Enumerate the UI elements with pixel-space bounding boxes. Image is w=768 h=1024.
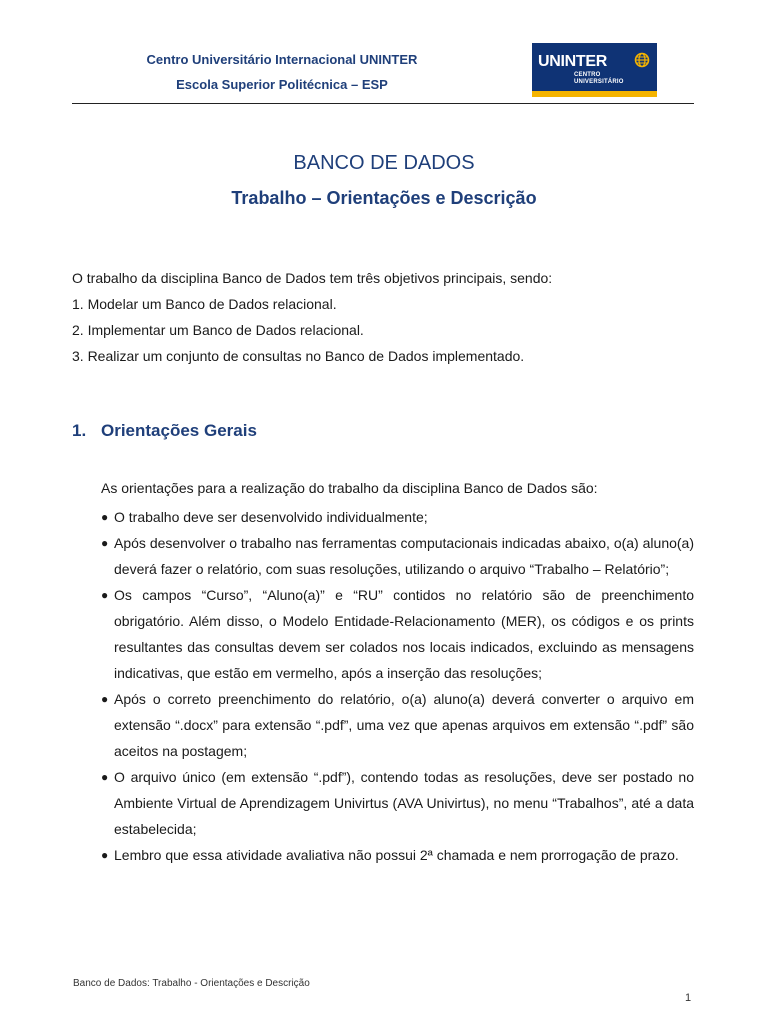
objective-item: 1. Modelar um Banco de Dados relacional. xyxy=(72,296,337,312)
bullet-icon: ● xyxy=(101,848,109,862)
section-number: 1. xyxy=(72,421,87,440)
logo-stripe xyxy=(532,91,657,97)
objective-item: 2. Implementar um Banco de Dados relacional. xyxy=(72,322,364,338)
bullet-icon: ● xyxy=(101,692,109,706)
section-title: Orientações Gerais xyxy=(101,421,257,440)
section-heading xyxy=(72,421,694,441)
list-item: ● Após desenvolver o trabalho nas ferramentas computacionais indicadas abaixo, o(a) aluno(a) deverá fazer o relatório, com suas resoluções, utilizando o arquivo “Trabalho – Relatório”; xyxy=(101,530,694,582)
logo-subtitle: CENTRO UNIVERSITÁRIO xyxy=(574,72,624,85)
bullet-icon: ● xyxy=(101,510,109,524)
page-header xyxy=(72,40,694,104)
header-divider xyxy=(72,103,694,104)
intro-block xyxy=(72,268,694,372)
section-lead: As orientações para a realização do trabalho da disciplina Banco de Dados são: xyxy=(101,480,598,496)
bullet-icon: ● xyxy=(101,588,109,602)
list-item: ● Os campos “Curso”, “Aluno(a)” e “RU” contidos no relatório são de preenchimento obrigatório. Além disso, o Modelo Entidade-Relacionamento (MER), os códigos e os prints resultantes das consultas devem ser colados nos locais indicados, excluindo as mensagens indicativas, que estão em vermelho, após a inserção das resoluções; xyxy=(101,582,694,686)
logo-wordmark: UNINTER xyxy=(538,53,608,70)
list-item: ● O arquivo único (em extensão “.pdf”), contendo todas as resoluções, deve ser postado no Ambiente Virtual de Aprendizagem Univirtus (AVA Univirtus), no menu “Trabalhos”, até a data estabelecida; xyxy=(101,764,694,842)
intro-lead: O trabalho da disciplina Banco de Dados tem três objetivos principais, sendo: xyxy=(72,270,553,286)
bullet-icon: ● xyxy=(101,770,109,784)
list-item: ● O trabalho deve ser desenvolvido individualmente; xyxy=(101,504,694,530)
document-title: BANCO DE DADOS xyxy=(293,152,475,174)
page-number: 1 xyxy=(685,992,692,1004)
objective-item: 3. Realizar um conjunto de consultas no Banco de Dados implementado. xyxy=(72,348,525,364)
list-item: ● Após o correto preenchimento do relatório, o(a) aluno(a) deverá converter o arquivo em extensão “.docx” para extensão “.pdf”, uma vez que apenas arquivos em extensão “.pdf” são aceitos na postagem; xyxy=(101,686,694,764)
section-body xyxy=(101,478,694,868)
page-footer: Banco de Dados: Trabalho - Orientações e Descrição xyxy=(73,978,310,989)
bullet-icon: ● xyxy=(101,536,109,550)
uninter-logo xyxy=(532,43,657,97)
school-name: Escola Superior Politécnica – ESP xyxy=(176,77,388,92)
document-subtitle: Trabalho – Orientações e Descrição xyxy=(231,188,537,208)
globe-icon xyxy=(634,52,650,68)
guidelines-list xyxy=(101,504,694,868)
list-item: ● Lembro que essa atividade avaliativa não possui 2ª chamada e nem prorrogação de prazo. xyxy=(101,842,694,868)
institution-name: Centro Universitário Internacional UNINTER xyxy=(146,52,418,67)
